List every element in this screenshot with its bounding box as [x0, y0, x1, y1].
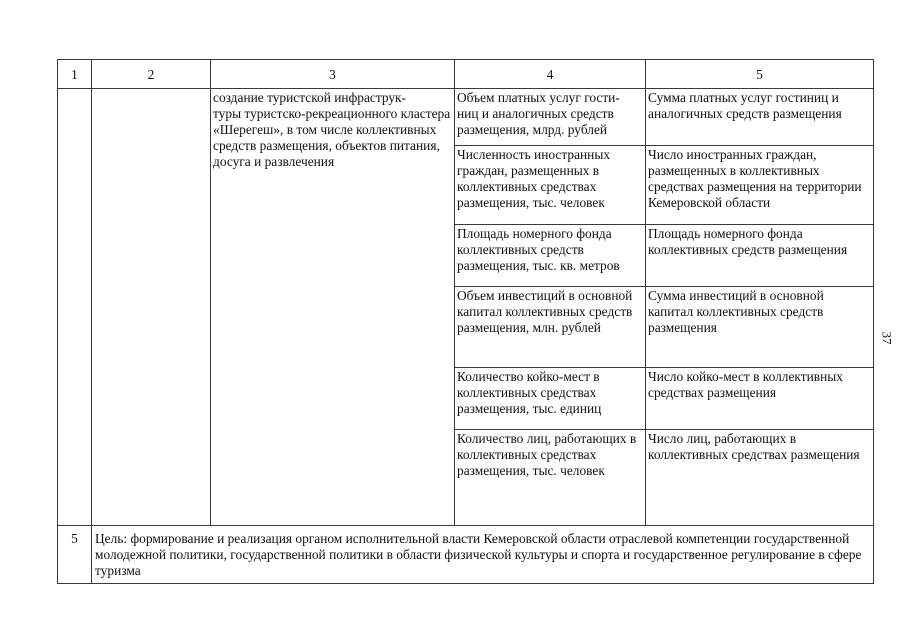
indicator-method: Сумма платных услуг гостиниц и аналогичных средств размещения: [646, 89, 874, 146]
indicator-method: Число иностранных граждан, размещенных в коллективных средствах размещения на территории Кемеровской области: [646, 146, 874, 225]
indicator-method: Площадь номерного фонда коллективных средств размещения: [646, 225, 874, 287]
goal-text: Цель: формирование и реализация органом исполнительной власти Кемеровской области отраслевой компетенции государственной молодежной политики, государственной политики в области физической культуры и спорта и государственное регулирование в сфере туризма: [92, 526, 874, 584]
indicator-name: Объем инвестиций в основной капитал коллективных средств размещения, млн. рублей: [455, 287, 646, 368]
goal-row-number: 5: [58, 526, 92, 584]
measure-cell: [211, 89, 455, 526]
header-col-5: 5: [646, 60, 874, 89]
indicator-name: Площадь номерного фонда коллективных средств размещения, тыс. кв. метров: [455, 225, 646, 287]
program-name-cell: [92, 89, 211, 526]
indicators-table: [57, 59, 874, 584]
header-col-4: 4: [455, 60, 646, 89]
indicator-name: Численность иностранных граждан, размещенных в коллективных средствах размещения, тыс. человек: [455, 146, 646, 225]
header-col-2: 2: [92, 60, 211, 89]
goal-row: [58, 526, 874, 584]
indicator-name: Количество лиц, работающих в коллективных средствах размещения, тыс. человек: [455, 430, 646, 526]
row-number-cell: [58, 89, 92, 526]
header-col-3: 3: [211, 60, 455, 89]
indicator-method: Сумма инвестиций в основной капитал коллективных средств размещения: [646, 287, 874, 368]
measure-text: создание туристской инфраструк- туры туристско-рекреационного кластера «Шерегеш», в том числе коллективных средств размещения, объектов питания, досуга и развлечения: [213, 90, 451, 169]
page-number: 37: [879, 331, 895, 345]
header-col-1: 1: [58, 60, 92, 89]
table-row: [58, 89, 874, 146]
indicator-method: Число койко-мест в коллективных средствах размещения: [646, 368, 874, 430]
indicator-name: Объем платных услуг гости- ниц и аналогичных средств размещения, млрд. рублей: [455, 89, 646, 146]
table-header-row: [58, 60, 874, 89]
indicator-name: Количество койко-мест в коллективных средствах размещения, тыс. единиц: [455, 368, 646, 430]
indicator-method: Число лиц, работающих в коллективных средствах размещения: [646, 430, 874, 526]
